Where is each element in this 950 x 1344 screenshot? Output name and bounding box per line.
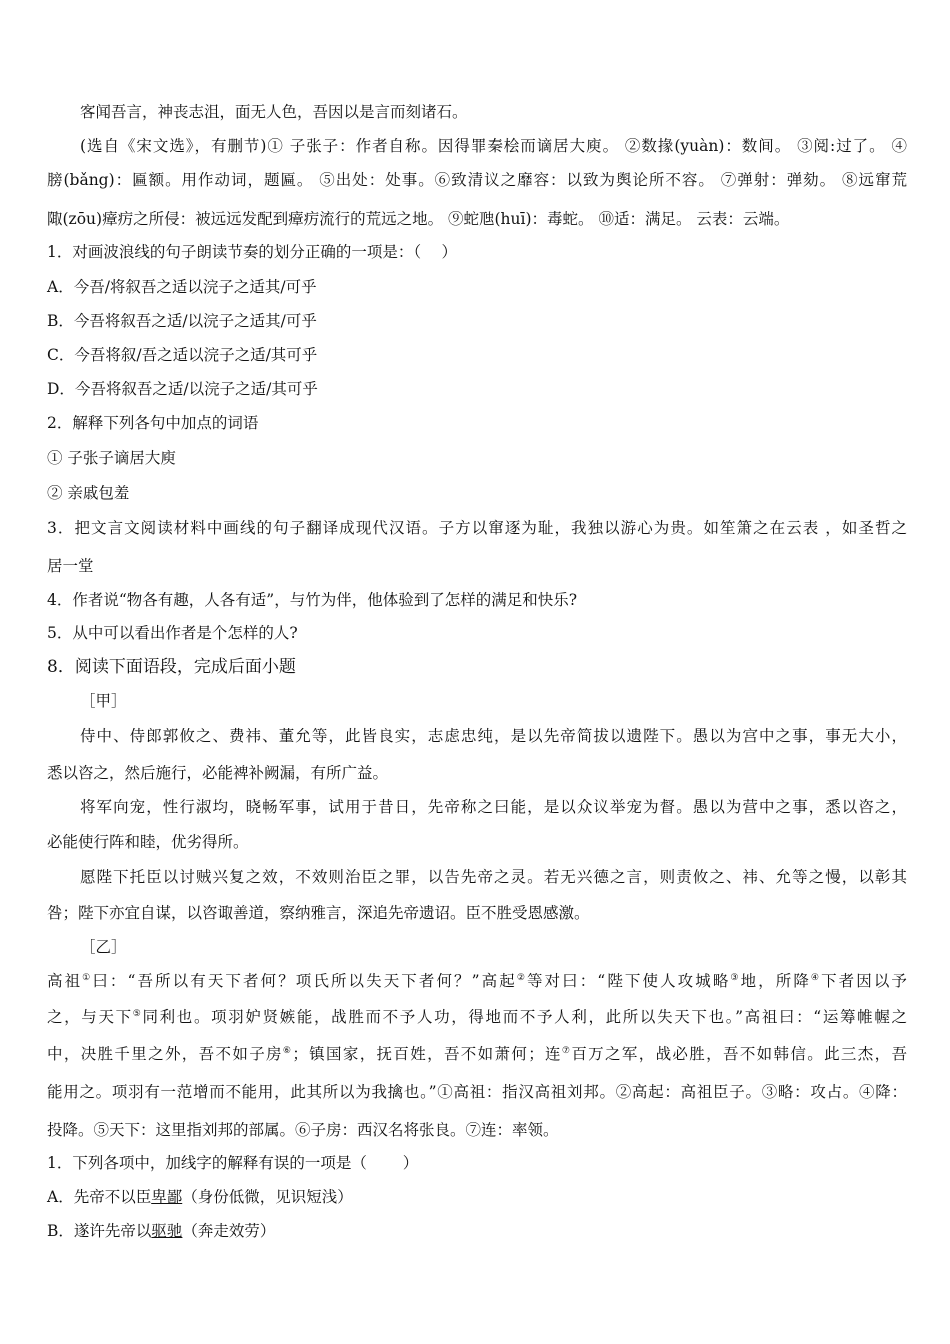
jia-paragraph-3-line-2: 咎；陛下亦宜自谋，以咨诹善道，察纳雅言，深追先帝遗诏。臣不胜受恩感激。 <box>47 904 590 922</box>
question-2-item-2: ② 亲戚包羞 <box>47 484 130 502</box>
jia-paragraph-2-line-1: 将军向宠，性行淑均，晓畅军事，试用于昔日，先帝称之曰能，是以众议举宠为督。愚以为营中之事，悉以咨之， <box>80 798 907 816</box>
yi-line-5: 投降。⑤天下：这里指刘邦的部属。⑥子房：西汉名将张良。⑦连：率领。 <box>47 1121 559 1139</box>
annotation-line-2: 膀(bǎng)：匾额。用作动词，题匾。 ⑤出处：处事。⑥致清议之靡容：以致为舆论所不容。 ⑦弹射：弹劾。 ⑧远窜荒 <box>47 171 907 189</box>
passage-yi-label: ［乙］ <box>80 938 127 956</box>
passage-end-line: 客闻吾言，神丧志沮，面无人色，吾因以是言而刻诸石。 <box>80 103 468 121</box>
jia-paragraph-3-line-1: 愿陛下托臣以讨贼兴复之效，不效则治臣之罪，以告先帝之灵。若无兴德之言，则责攸之、祎、允等之慢，以彰其 <box>80 868 907 886</box>
passage-jia-label: ［甲］ <box>80 692 127 710</box>
annotation-line-3: 陬(zōu)瘴疠之所侵：被远远发配到瘴疠流行的荒远之地。 ⑨蛇虺(huī)：毒蛇。 ⑩适：满足。 云表：云端。 <box>47 210 790 228</box>
question-1-option-b: B．今吾将叙吾之适/以浣子之适其/可乎 <box>47 312 317 330</box>
question-4: 4．作者说“物各有趣，人各有适”，与竹为伴，他体验到了怎样的满足和快乐? <box>47 591 578 609</box>
yi-line-2: 之，与天下⑤同利也。项羽妒贤嫉能，战胜而不予人功，得地而不予人利，此所以失天下也。”高祖曰：“运筹帷幄之 <box>47 1008 907 1026</box>
jia-paragraph-1-line-1: 侍中、侍郎郭攸之、费祎、董允等，此皆良实，志虑忠纯，是以先帝简拔以遗陛下。愚以为宫中之事，事无大小， <box>80 727 907 745</box>
jia-paragraph-2-line-2: 必能使行阵和睦，优劣得所。 <box>47 833 249 851</box>
annotation-line-1: (选自《宋文选》，有删节)① 子张子：作者自称。因得罪秦桧而谪居大庾。 ②数掾(yuàn)：数间。 ③阅:过了。 ④ <box>80 137 907 155</box>
section-8-option-a: A．先帝不以臣卑鄙（身份低微，见识短浅） <box>47 1188 353 1206</box>
question-1-option-c: C．今吾将叙/吾之适以浣子之适/其可乎 <box>47 346 318 364</box>
yi-line-3: 中，决胜千里之外，吾不如子房⑥；镇国家，抚百姓，吾不如萧何；连⑦百万之军，战必胜，吾不如韩信。此三杰，吾 <box>47 1045 907 1063</box>
yi-line-4: 能用之。项羽有一范增而不能用，此其所以为我擒也。”①高祖：指汉高祖刘邦。②高起：高祖臣子。③略：攻占。④降： <box>47 1083 907 1101</box>
underlined-word: 驱驰 <box>151 1222 183 1240</box>
question-1: 1．对画波浪线的句子朗读节奏的划分正确的一项是：（ ） <box>47 243 458 261</box>
question-1-option-d: D．今吾将叙吾之适/以浣子之适/其可乎 <box>47 380 318 398</box>
question-3-line-2: 居一堂 <box>47 557 94 575</box>
underlined-word: 卑鄙 <box>151 1188 183 1206</box>
jia-paragraph-1-line-2: 悉以咨之，然后施行，必能裨补阙漏，有所广益。 <box>47 764 389 782</box>
yi-line-1: 高祖①曰：“吾所以有天下者何？项氏所以失天下者何？”高起②等对曰：“陛下使人攻城略③地，所降④下者因以予 <box>47 972 907 990</box>
section-8-option-b: B．遂许先帝以驱驰（奔走效劳） <box>47 1222 276 1240</box>
section-8-question-1: 1．下列各项中，加线字的解释有误的一项是（ ） <box>47 1154 419 1172</box>
question-2-item-1: ① 子张子谪居大庾 <box>47 449 176 467</box>
question-1-option-a: A．今吾/将叙吾之适以浣子之适其/可乎 <box>47 278 317 296</box>
section-8-heading: 8．阅读下面语段，完成后面小题 <box>47 657 296 677</box>
question-3-line-1: 3．把文言文阅读材料中画线的句子翻译成现代汉语。子方以窜逐为耻，我独以游心为贵。如笙箫之在云表 ，如圣哲之 <box>47 519 907 537</box>
question-2: 2．解释下列各句中加点的词语 <box>47 414 259 432</box>
question-5: 5．从中可以看出作者是个怎样的人? <box>47 624 298 642</box>
